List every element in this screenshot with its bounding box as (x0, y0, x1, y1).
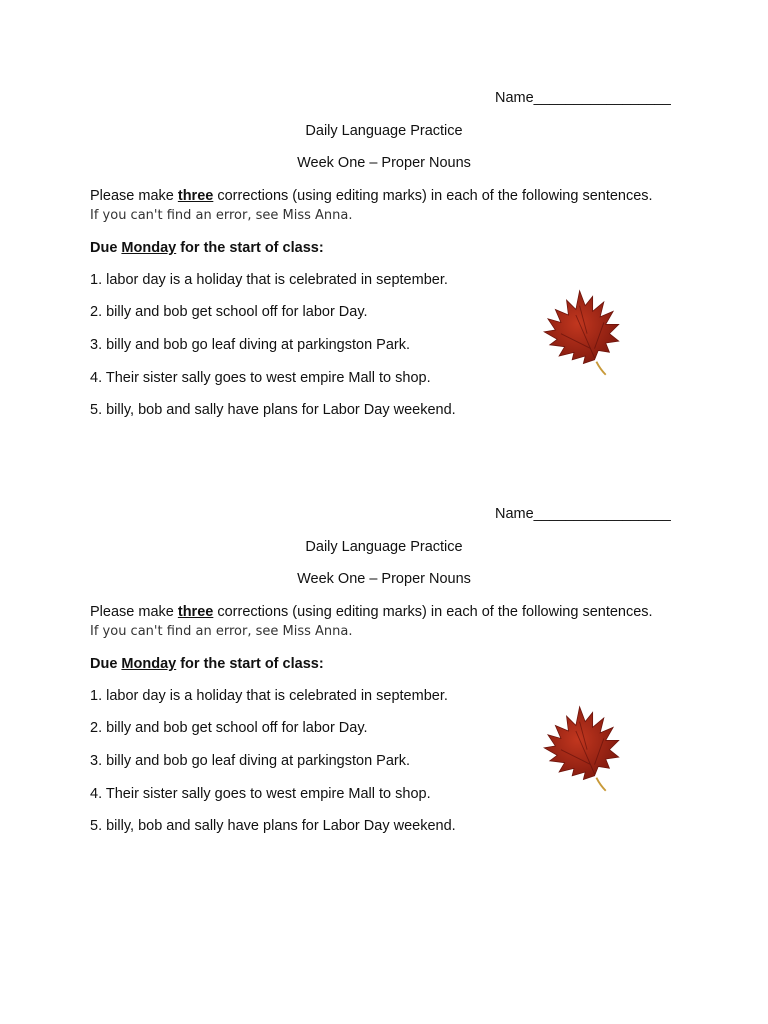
help-note: If you can't find an error, see Miss Anna. (90, 624, 353, 639)
worksheet-title: Daily Language Practice (305, 539, 463, 555)
instructions-emphasis: three (177, 188, 214, 204)
worksheet-2 (0, 416, 768, 834)
sentence-3: 3. billy and bob go leaf diving at parkingston Park. (90, 337, 411, 353)
due-prefix: Due (90, 240, 122, 256)
maple-leaf-icon (518, 275, 630, 383)
due-day: Monday (121, 240, 177, 256)
worksheet-title: Daily Language Practice (305, 123, 463, 139)
instructions (90, 187, 653, 205)
sentence-2: 2. billy and bob get school off for labor Day. (90, 304, 368, 320)
worksheet-subtitle: Week One – Proper Nouns (297, 155, 471, 171)
instructions-prefix: Please make (90, 604, 178, 620)
name-field-label: Name_________________ (495, 90, 671, 106)
instructions-emphasis: three (177, 604, 214, 620)
due-day: Monday (121, 656, 177, 672)
help-note: If you can't find an error, see Miss Anna. (90, 208, 353, 223)
instructions-suffix: corrections (using editing marks) in each of the following sentences. (213, 188, 653, 204)
due-suffix: for the start of class: (176, 656, 324, 672)
sentence-4: 4. Their sister sally goes to west empire Mall to shop. (90, 370, 431, 386)
sentence-1: 1. labor day is a holiday that is celebrated in september. (90, 688, 448, 704)
due-line (90, 655, 324, 673)
maple-leaf-icon (518, 691, 630, 799)
worksheet-subtitle: Week One – Proper Nouns (297, 571, 471, 587)
worksheet-1 (0, 0, 768, 418)
sentence-5: 5. billy, bob and sally have plans for Labor Day weekend. (90, 818, 456, 834)
due-suffix: for the start of class: (176, 240, 324, 256)
sentence-5: 5. billy, bob and sally have plans for Labor Day weekend. (90, 402, 456, 418)
due-line (90, 239, 324, 257)
instructions-suffix: corrections (using editing marks) in each of the following sentences. (213, 604, 653, 620)
sentence-3: 3. billy and bob go leaf diving at parkingston Park. (90, 753, 411, 769)
instructions-prefix: Please make (90, 188, 178, 204)
sentence-1: 1. labor day is a holiday that is celebrated in september. (90, 272, 448, 288)
sentence-4: 4. Their sister sally goes to west empire Mall to shop. (90, 786, 431, 802)
due-prefix: Due (90, 656, 122, 672)
sentence-2: 2. billy and bob get school off for labor Day. (90, 720, 368, 736)
name-field-label: Name_________________ (495, 506, 671, 522)
instructions (90, 603, 653, 621)
